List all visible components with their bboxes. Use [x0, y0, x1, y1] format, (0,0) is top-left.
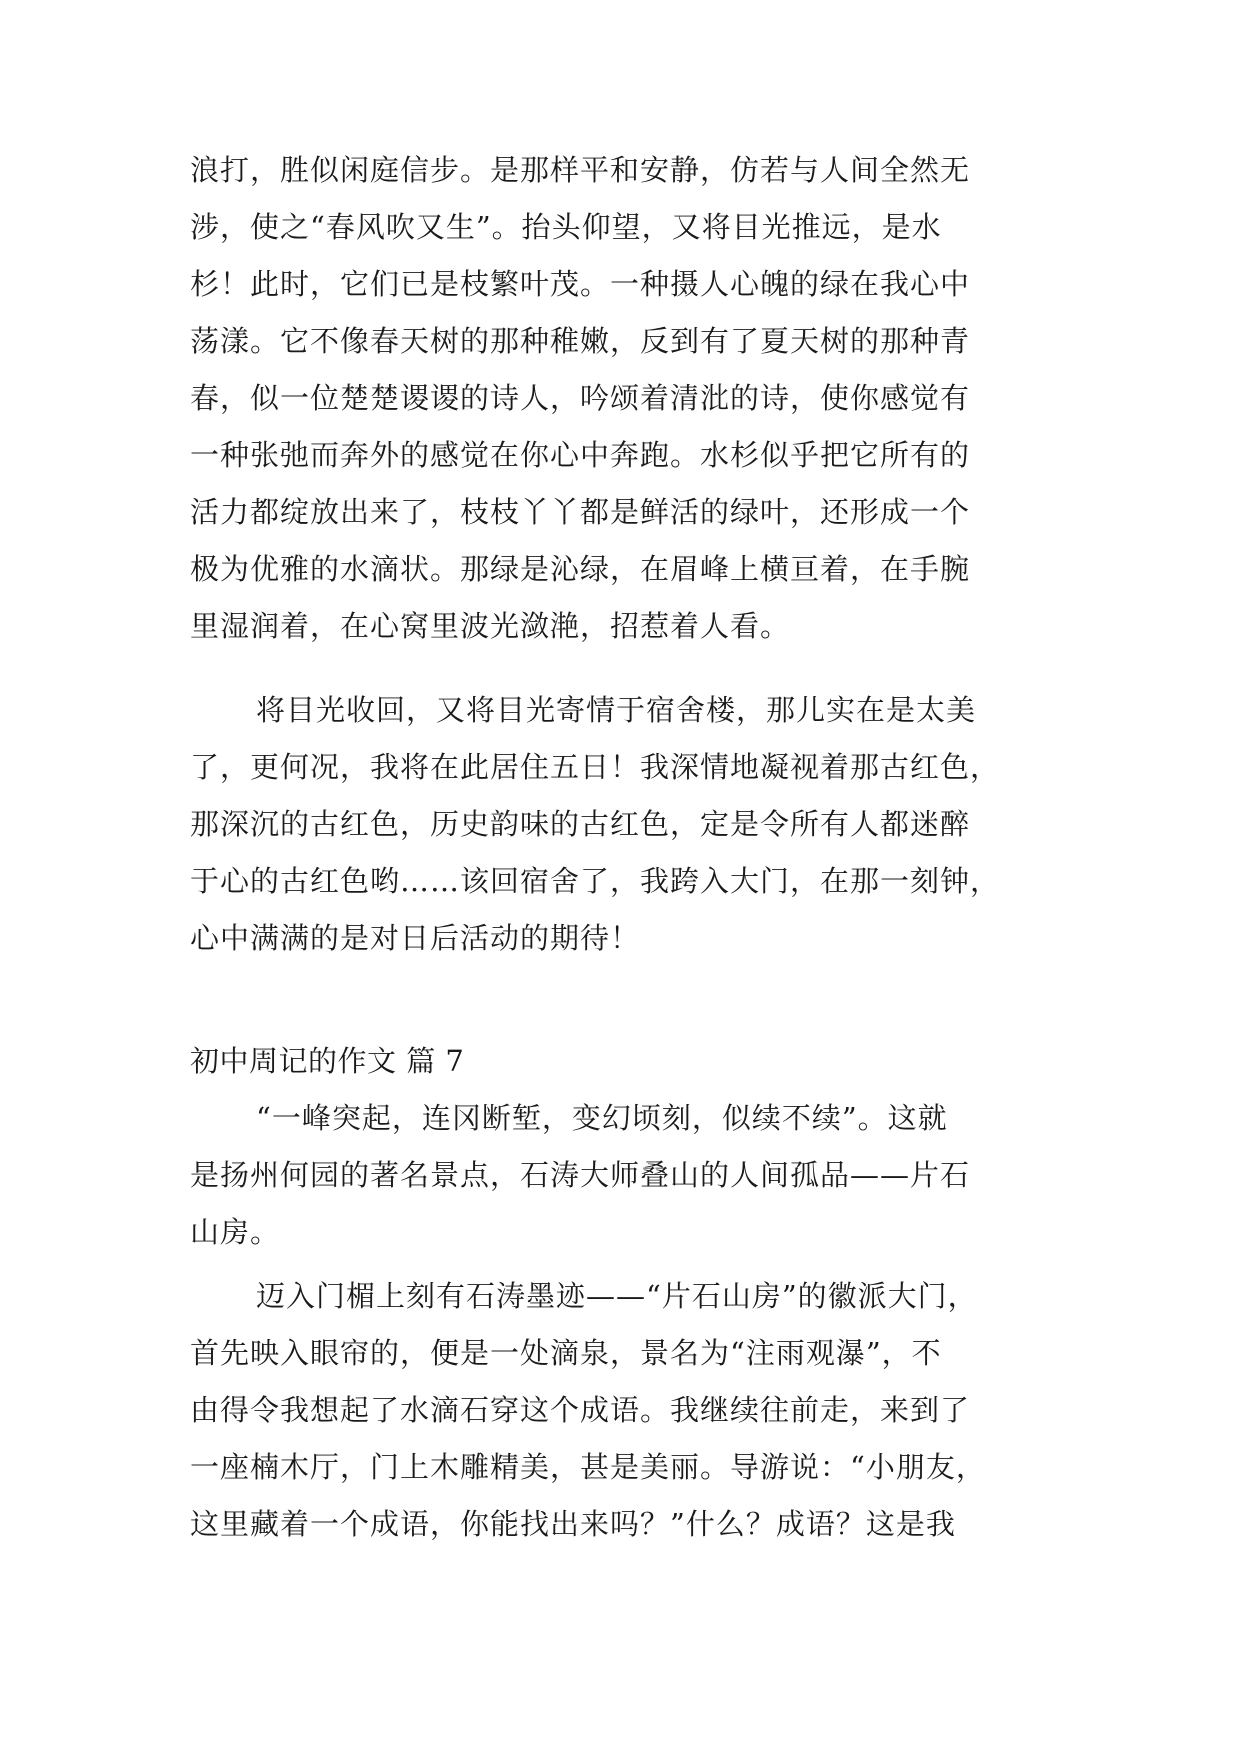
paragraph-line: 由得令我想起了水滴石穿这个成语。我继续往前走，来到了 — [190, 1393, 971, 1427]
paragraph-line: 杉！此时，它们已是枝繁叶茂。一种摄人心魄的绿在我心中 — [190, 267, 971, 301]
paragraph-line: 将目光收回，又将目光寄情于宿舍楼，那儿实在是太美 — [256, 693, 977, 727]
paragraph-line: “一峰突起，连冈断堑，变幻顷刻，似续不续”。这就 — [256, 1101, 948, 1135]
paragraph-line: 心中满满的是对日后活动的期待！ — [190, 921, 641, 955]
paragraph-line: 里湿润着，在心窝里波光潋滟，招惹着人看。 — [190, 609, 791, 643]
paragraph-line: 山房。 — [190, 1215, 281, 1249]
paragraph-line: 极为优雅的水滴状。那绿是沁绿，在眉峰上横亘着，在手腕 — [190, 552, 971, 586]
paragraph-line: 活力都绽放出来了，枝枝丫丫都是鲜活的绿叶，还形成一个 — [190, 495, 971, 529]
paragraph-line: 是扬州何园的著名景点，石涛大师叠山的人间孤品——片石 — [190, 1158, 971, 1192]
paragraph-line: 这里藏着一个成语，你能找出来吗？”什么？成语？这是我 — [190, 1507, 956, 1541]
paragraph-line: 迈入门楣上刻有石涛墨迹——“片石山房”的徽派大门， — [256, 1279, 978, 1313]
paragraph-line: 了，更何况，我将在此居住五日！我深情地凝视着那古红色， — [190, 750, 1001, 784]
paragraph-line: 一种张弛而奔外的感觉在你心中奔跑。水杉似乎把它所有的 — [190, 438, 971, 472]
paragraph-line: 荡漾。它不像春天树的那种稚嫩，反到有了夏天树的那种青 — [190, 324, 971, 358]
paragraph-line: 浪打，胜似闲庭信步。是那样平和安静，仿若与人间全然无 — [190, 153, 971, 187]
paragraph-line: 涉，使之“春风吹又生”。抬头仰望，又将目光推远，是水 — [190, 210, 942, 244]
paragraph-line: 春，似一位楚楚谡谡的诗人，吟颂着清沘的诗，使你感觉有 — [190, 381, 971, 415]
paragraph-line: 于心的古红色哟……该回宿舍了，我跨入大门，在那一刻钟， — [190, 864, 1001, 898]
section-heading: 初中周记的作文 篇 7 — [190, 1044, 465, 1078]
paragraph-line: 首先映入眼帘的，便是一处滴泉，景名为“注雨观瀑”，不 — [190, 1336, 942, 1370]
paragraph-line: 那深沉的古红色，历史韵味的古红色，定是令所有人都迷醉 — [190, 807, 971, 841]
paragraph-line: 一座楠木厅，门上木雕精美，甚是美丽。导游说：“小朋友， — [190, 1450, 986, 1484]
